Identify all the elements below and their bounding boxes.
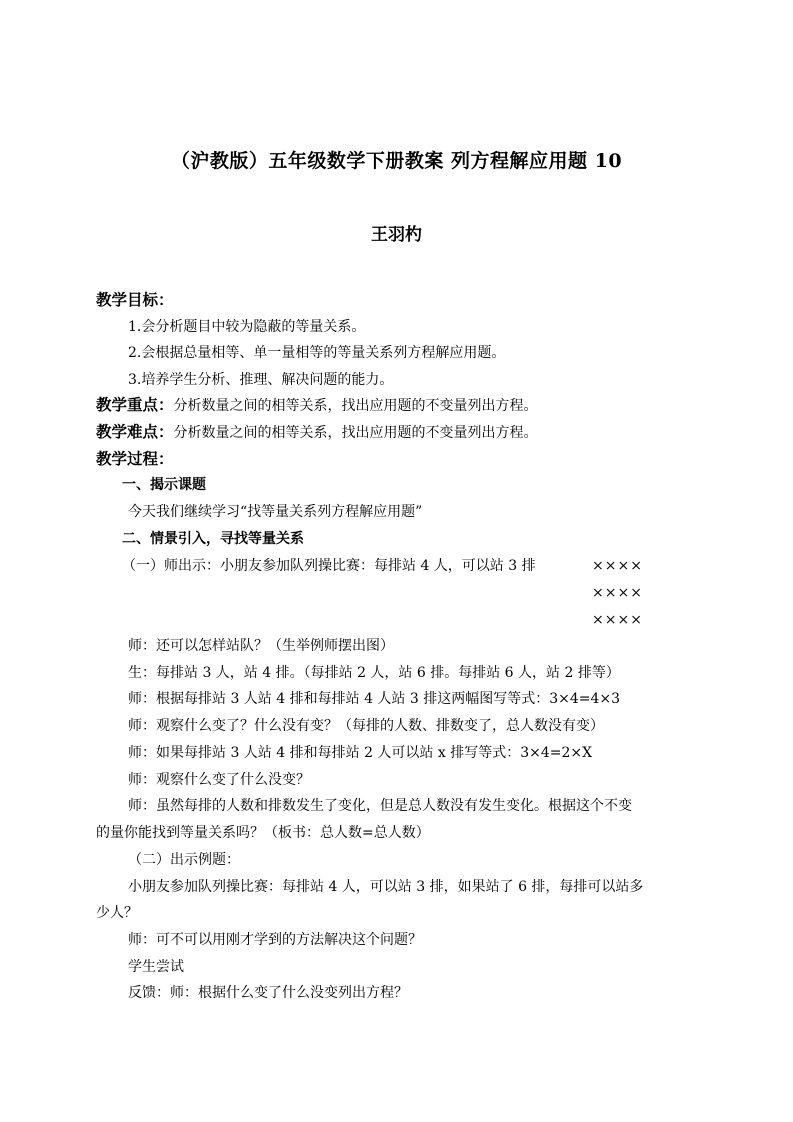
section-2-line-6: 师：如果每排站 3 人站 4 排和每排站 2 人可以站 x 排写等式：3×4=2×X [128,745,593,761]
formation-row-3: ×××× [592,612,643,628]
goal-item-2: 2.会根据总量相等、单一量相等的等量关系列方程解应用题。 [128,345,506,361]
section-2-line-3: 生：每排站 3 人，站 4 排。（每排站 2 人，站 6 排。每排站 6 人，站 2 排等） [128,665,620,681]
section-2-heading: 二、情景引入，寻找等量关系 [122,531,304,547]
section-2-line-4: 师：根据每排站 3 人站 4 排和每排站 4 人站 3 排这两幅图写等式：3×4=4×3 [128,691,621,707]
section-2-line-13: 师：可不可以用刚才学到的方法解决这个问题？ [128,932,422,948]
process-heading: 教学过程： [96,449,174,468]
section-1-heading: 一、揭示课题 [122,477,206,493]
goal-item-3: 3.培养学生分析、推理、解决问题的能力。 [128,372,394,388]
difficulty-text: 分析数量之间的相等关系，找出应用题的不变量列出方程。 [173,425,538,441]
section-2-line-14: 学生尝试 [128,959,184,975]
example-text-1: 小朋友参加队列操比赛：每排站 4 人，可以站 3 排，如果站了 6 排，每排可以站多 [128,879,644,895]
section-2-line-15: 反馈：师：根据什么变了什么没变列出方程？ [128,985,408,1001]
example-heading: （二）出示例题： [128,852,240,868]
author-name: 王羽杓 [371,225,422,245]
difficulty-label: 教学难点： [96,422,174,441]
document-title: （沪教版）五年级数学下册教案 列方程解应用题 10 [170,150,623,172]
formation-row-2: ×××× [592,585,643,601]
formation-row-1: ×××× [592,558,643,574]
goals-heading: 教学目标： [96,290,174,309]
section-2-line-9: 的量你能找到等量关系吗？（板书：总人数=总人数） [96,825,430,841]
key-point-row [96,396,538,415]
key-point-text: 分析数量之间的相等关系，找出应用题的不变量列出方程。 [173,398,538,414]
section-2-line-8: 师：虽然每排的人数和排数发生了变化，但是总人数没有发生变化。根据这个不变 [128,798,632,814]
section-2-line-2: 师：还可以怎样站队？（生举例师摆出图） [128,638,394,654]
goal-item-1: 1.会分析题目中较为隐蔽的等量关系。 [128,319,366,335]
example-text-2: 少人？ [96,905,138,921]
section-2-line-7: 师：观察什么变了什么没变？ [128,772,310,788]
key-point-label: 教学重点： [96,395,174,414]
section-1-text: 今天我们继续学习“找等量关系列方程解应用题” [128,504,423,520]
section-2-line-1: （一）师出示：小朋友参加队列操比赛：每排站 4 人，可以站 3 排 [122,558,536,574]
difficulty-row [96,423,538,442]
section-2-line-5: 师：观察什么变了？什么没有变？（每排的人数、排数变了，总人数没有变） [128,718,604,734]
